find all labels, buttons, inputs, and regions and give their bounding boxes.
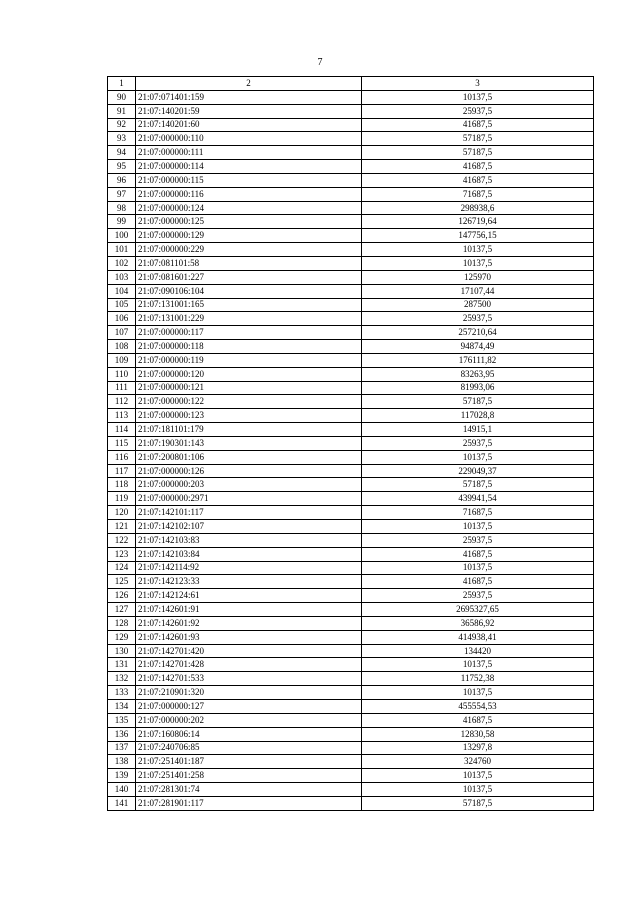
cadastral-number-cell: 21:07:000000:116 [136,187,362,201]
amount-cell: 125970 [362,270,594,284]
table-row [108,561,594,575]
cadastral-number-cell: 21:07:090106:104 [136,284,362,298]
cadastral-number-cell: 21:07:000000:114 [136,160,362,174]
cadastral-number-cell: 21:07:142701:428 [136,658,362,672]
amount-cell: 81993,06 [362,381,594,395]
table-row [108,630,594,644]
row-number-cell: 131 [108,658,136,672]
amount-cell: 41687,5 [362,118,594,132]
cadastral-number-cell: 21:07:142102:107 [136,520,362,534]
table-row [108,436,594,450]
table-row [108,783,594,797]
cadastral-number-cell: 21:07:251401:258 [136,769,362,783]
amount-cell: 41687,5 [362,160,594,174]
row-number-cell: 94 [108,146,136,160]
row-number-cell: 107 [108,326,136,340]
row-number-cell: 102 [108,256,136,270]
cadastral-number-cell: 21:07:000000:122 [136,395,362,409]
cadastral-number-cell: 21:07:000000:202 [136,713,362,727]
row-number-cell: 138 [108,755,136,769]
cadastral-number-cell: 21:07:142103:84 [136,547,362,561]
header-cell-1: 1 [108,77,136,91]
cadastral-number-cell: 21:07:081601:227 [136,270,362,284]
table-row [108,520,594,534]
amount-cell: 12830,58 [362,727,594,741]
cadastral-number-cell: 21:07:200801:106 [136,450,362,464]
table-body [108,77,594,811]
table-row [108,201,594,215]
cadastral-number-cell: 21:07:251401:187 [136,755,362,769]
cadastral-number-cell: 21:07:160806:14 [136,727,362,741]
table-row [108,118,594,132]
cadastral-number-cell: 21:07:000000:120 [136,367,362,381]
table-row [108,450,594,464]
table-row [108,478,594,492]
row-number-cell: 129 [108,630,136,644]
cadastral-number-cell: 21:07:000000:110 [136,132,362,146]
row-number-cell: 111 [108,381,136,395]
row-number-cell: 122 [108,533,136,547]
amount-cell: 14915,1 [362,423,594,437]
cadastral-number-cell: 21:07:000000:2971 [136,492,362,506]
cadastral-number-cell: 21:07:000000:117 [136,326,362,340]
amount-cell: 10137,5 [362,256,594,270]
amount-cell: 36586,92 [362,616,594,630]
amount-cell: 2695327,65 [362,603,594,617]
row-number-cell: 120 [108,506,136,520]
cadastral-number-cell: 21:07:071401:159 [136,90,362,104]
row-number-cell: 125 [108,575,136,589]
cadastral-number-cell: 21:07:281901:117 [136,796,362,810]
cadastral-table [107,76,594,811]
amount-cell: 147756,15 [362,229,594,243]
table-row [108,146,594,160]
cadastral-number-cell: 21:07:000000:111 [136,146,362,160]
table-row [108,215,594,229]
cadastral-number-cell: 21:07:000000:203 [136,478,362,492]
header-cell-3: 3 [362,77,594,91]
amount-cell: 10137,5 [362,561,594,575]
amount-cell: 10137,5 [362,783,594,797]
amount-cell: 176111,82 [362,353,594,367]
table-row [108,423,594,437]
amount-cell: 126719,64 [362,215,594,229]
cadastral-number-cell: 21:07:000000:121 [136,381,362,395]
cadastral-number-cell: 21:07:000000:118 [136,340,362,354]
table-row [108,381,594,395]
row-number-cell: 113 [108,409,136,423]
table-row [108,713,594,727]
cadastral-number-cell: 21:07:281301:74 [136,783,362,797]
row-number-cell: 93 [108,132,136,146]
amount-cell: 10137,5 [362,769,594,783]
amount-cell: 10137,5 [362,90,594,104]
row-number-cell: 135 [108,713,136,727]
amount-cell: 71687,5 [362,506,594,520]
amount-cell: 10137,5 [362,686,594,700]
amount-cell: 13297,8 [362,741,594,755]
amount-cell: 25937,5 [362,436,594,450]
cadastral-number-cell: 21:07:000000:129 [136,229,362,243]
row-number-cell: 115 [108,436,136,450]
table-row [108,270,594,284]
table-row [108,229,594,243]
table-row [108,533,594,547]
row-number-cell: 104 [108,284,136,298]
table-row [108,796,594,810]
row-number-cell: 96 [108,173,136,187]
amount-cell: 57187,5 [362,796,594,810]
amount-cell: 41687,5 [362,547,594,561]
table-row [108,160,594,174]
row-number-cell: 108 [108,340,136,354]
amount-cell: 71687,5 [362,187,594,201]
table-row [108,644,594,658]
row-number-cell: 123 [108,547,136,561]
cadastral-number-cell: 21:07:142101:117 [136,506,362,520]
cadastral-number-cell: 21:07:210901:320 [136,686,362,700]
amount-cell: 57187,5 [362,132,594,146]
cadastral-number-cell: 21:07:000000:126 [136,464,362,478]
amount-cell: 10137,5 [362,450,594,464]
amount-cell: 25937,5 [362,312,594,326]
amount-cell: 439941,54 [362,492,594,506]
amount-cell: 10137,5 [362,243,594,257]
row-number-cell: 101 [108,243,136,257]
table-row [108,672,594,686]
amount-cell: 117028,8 [362,409,594,423]
cadastral-number-cell: 21:07:142114:92 [136,561,362,575]
table-row [108,298,594,312]
amount-cell: 287500 [362,298,594,312]
table-row [108,243,594,257]
row-number-cell: 137 [108,741,136,755]
row-number-cell: 121 [108,520,136,534]
table-row [108,353,594,367]
table-row [108,284,594,298]
row-number-cell: 132 [108,672,136,686]
table-row [108,506,594,520]
row-number-cell: 128 [108,616,136,630]
table-row [108,616,594,630]
row-number-cell: 109 [108,353,136,367]
cadastral-number-cell: 21:07:000000:115 [136,173,362,187]
amount-cell: 25937,5 [362,589,594,603]
table-row [108,686,594,700]
amount-cell: 414938,41 [362,630,594,644]
row-number-cell: 126 [108,589,136,603]
table-row [108,312,594,326]
row-number-cell: 114 [108,423,136,437]
amount-cell: 41687,5 [362,173,594,187]
table-row [108,547,594,561]
cadastral-number-cell: 21:07:081101:58 [136,256,362,270]
row-number-cell: 99 [108,215,136,229]
row-number-cell: 105 [108,298,136,312]
amount-cell: 134420 [362,644,594,658]
row-number-cell: 141 [108,796,136,810]
row-number-cell: 112 [108,395,136,409]
table-row [108,741,594,755]
table-row [108,769,594,783]
table-row [108,395,594,409]
table-row [108,409,594,423]
table-row [108,132,594,146]
table-row [108,326,594,340]
row-number-cell: 90 [108,90,136,104]
amount-cell: 83263,95 [362,367,594,381]
cadastral-number-cell: 21:07:142123:33 [136,575,362,589]
cadastral-number-cell: 21:07:142124:61 [136,589,362,603]
cadastral-number-cell: 21:07:142103:83 [136,533,362,547]
cadastral-number-cell: 21:07:000000:119 [136,353,362,367]
cadastral-number-cell: 21:07:190301:143 [136,436,362,450]
table-row [108,575,594,589]
cadastral-number-cell: 21:07:140201:60 [136,118,362,132]
header-cell-2: 2 [136,77,362,91]
amount-cell: 455554,53 [362,699,594,713]
table-row [108,173,594,187]
amount-cell: 41687,5 [362,575,594,589]
row-number-cell: 140 [108,783,136,797]
row-number-cell: 124 [108,561,136,575]
table-row [108,187,594,201]
amount-cell: 11752,38 [362,672,594,686]
row-number-cell: 95 [108,160,136,174]
row-number-cell: 92 [108,118,136,132]
amount-cell: 41687,5 [362,713,594,727]
row-number-cell: 103 [108,270,136,284]
cadastral-number-cell: 21:07:000000:124 [136,201,362,215]
row-number-cell: 119 [108,492,136,506]
row-number-cell: 134 [108,699,136,713]
amount-cell: 257210,64 [362,326,594,340]
amount-cell: 10137,5 [362,520,594,534]
row-number-cell: 100 [108,229,136,243]
table-row [108,727,594,741]
amount-cell: 57187,5 [362,478,594,492]
cadastral-number-cell: 21:07:142601:93 [136,630,362,644]
amount-cell: 94874,49 [362,340,594,354]
cadastral-number-cell: 21:07:142601:92 [136,616,362,630]
row-number-cell: 118 [108,478,136,492]
cadastral-number-cell: 21:07:142701:533 [136,672,362,686]
row-number-cell: 98 [108,201,136,215]
amount-cell: 57187,5 [362,146,594,160]
cadastral-number-cell: 21:07:240706:85 [136,741,362,755]
table-row [108,589,594,603]
row-number-cell: 130 [108,644,136,658]
cadastral-number-cell: 21:07:000000:229 [136,243,362,257]
table-row [108,104,594,118]
cadastral-number-cell: 21:07:181101:179 [136,423,362,437]
cadastral-number-cell: 21:07:142601:91 [136,603,362,617]
amount-cell: 17107,44 [362,284,594,298]
row-number-cell: 97 [108,187,136,201]
table-row [108,658,594,672]
table-row [108,603,594,617]
amount-cell: 25937,5 [362,533,594,547]
row-number-cell: 91 [108,104,136,118]
cadastral-number-cell: 21:07:131001:229 [136,312,362,326]
row-number-cell: 110 [108,367,136,381]
row-number-cell: 127 [108,603,136,617]
amount-cell: 324760 [362,755,594,769]
amount-cell: 229049,37 [362,464,594,478]
cadastral-number-cell: 21:07:142701:420 [136,644,362,658]
row-number-cell: 139 [108,769,136,783]
table-row [108,367,594,381]
amount-cell: 57187,5 [362,395,594,409]
cadastral-number-cell: 21:07:000000:127 [136,699,362,713]
row-number-cell: 133 [108,686,136,700]
cadastral-number-cell: 21:07:000000:123 [136,409,362,423]
page-number: 7 [317,57,323,68]
table-row [108,340,594,354]
amount-cell: 298938,6 [362,201,594,215]
table-row [108,464,594,478]
table-header-row [108,77,594,91]
amount-cell: 10137,5 [362,658,594,672]
cadastral-number-cell: 21:07:140201:59 [136,104,362,118]
table-row [108,90,594,104]
row-number-cell: 116 [108,450,136,464]
table-row [108,492,594,506]
table-row [108,755,594,769]
cadastral-number-cell: 21:07:131001:165 [136,298,362,312]
row-number-cell: 117 [108,464,136,478]
row-number-cell: 136 [108,727,136,741]
row-number-cell: 106 [108,312,136,326]
table-row [108,256,594,270]
table-row [108,699,594,713]
amount-cell: 25937,5 [362,104,594,118]
cadastral-number-cell: 21:07:000000:125 [136,215,362,229]
